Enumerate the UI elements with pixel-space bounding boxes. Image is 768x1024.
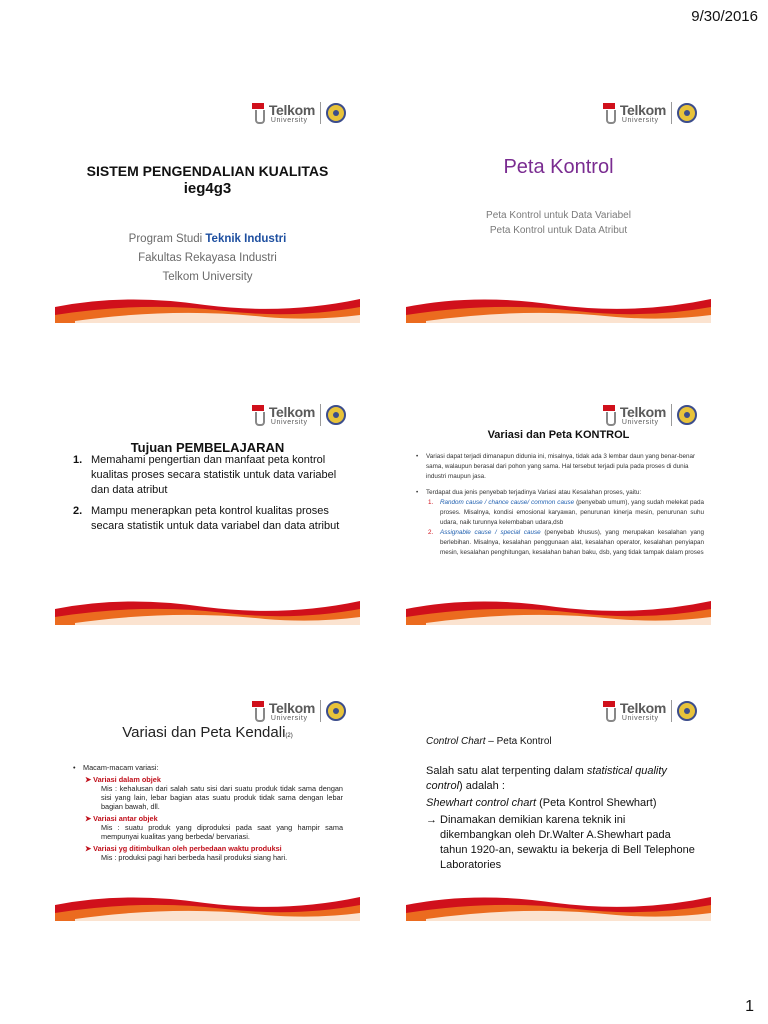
seal-icon [677, 405, 697, 425]
slide-6 [406, 686, 711, 921]
arrow-icon: → [426, 814, 437, 826]
slide-body: • Macam-macam variasi: ➤ Variasi dalam objek Mis : kehalusan dari salah satu sisi dari suatu produk tidak sama dengan sisi yang lain, lebar bagian atas suatu produk tidak sama dengan lebar bagian bawah, dll. ➤ Variasi antar objek Mis : suatu produk yang diproduksi pada saat yang hampir sama mempunyai kualitas yang berbeda/ bervariasi. ➤ Variasi yg ditimbulkan oleh perbedaan waktu produksi Mis : produksi pagi hari berbeda hasil produksi siang hari. [73, 763, 343, 862]
slide-4 [406, 390, 711, 625]
red-wave-decoration [406, 595, 711, 625]
telkom-logo: Telkom University [603, 102, 697, 124]
bullet-icon: • [416, 453, 419, 460]
variation-heading: ➤ Variasi yg ditimbulkan oleh perbedaan waktu produksi [85, 844, 282, 853]
variation-desc: Mis : kehalusan dari salah satu sisi dari suatu produk tidak sama dengan sisi yang lain, lebar bagian atas suatu produk tidak sama dengan lebar bagian bawah, dll. [101, 784, 343, 811]
seal-icon [326, 405, 346, 425]
telkom-mark-icon [603, 701, 615, 721]
telkom-logo [252, 102, 346, 124]
red-wave-decoration [55, 293, 360, 323]
logo-divider [320, 102, 321, 124]
telkom-mark-icon [252, 405, 264, 425]
telkom-logo: Telkom University [603, 404, 697, 426]
slide-5 [55, 686, 360, 921]
telkom-mark-icon [252, 701, 264, 721]
course-title: SISTEM PENGENDALIAN KUALITAS [86, 163, 329, 179]
slide-3 [55, 390, 360, 625]
cause-item: 2. Assignable cause / special cause (penyebab khusus), yang merupakan kesalahan yang berlebihan. Misalnya, kesalahan penggunaan alat, kesalahan operator, kesalahan penyiapan mesin, kesalahan penghitungan, kesalahan bahan baku, dsb, yang tidak tampak dalam proses [428, 529, 704, 556]
chevron-icon: ➤ [85, 775, 92, 784]
telkom-mark-icon [603, 103, 615, 123]
red-wave-decoration [55, 595, 360, 625]
cause-item: 1. Random cause / chance cause/ common cause (penyebab umum), yang sudah melekat pada proses. Misalnya, kondisi emosional karyawan, penurunan kinerja mesin, penurunan suhu udara, naik turunnya kelembaban udara,dsb [428, 499, 704, 526]
variation-heading: ➤ Variasi antar objek [85, 814, 158, 823]
faculty-line: Fakultas Rekayasa Industri [138, 252, 277, 264]
slide-1 [55, 88, 360, 323]
slide-title: Tujuan PEMBELAJARAN [130, 440, 285, 455]
list-item: 1. Memahami pengertian dan manfaat peta kontrol kualitas proses secara statistik untuk data variabel dan data atribut [73, 454, 337, 496]
slide-body: • Variasi dapat terjadi dimanapun didunia ini, misalnya, tidak ada 3 lembar daun yang benar-benar sama, walaupun berasal dari pohon yang sama. Hal tersebut terjadi pula pada proses di dunia industri maupun jasa. • Terdapat dua jenis penyebab terjadinya Variasi atau Kesalahan proses, yaitu: 1. Random cause / chance cause/ common cause (penyebab umum), yang sudah melekat pada proses. Misalnya, kondisi emosional karyawan, penurunan kinerja mesin, penurunan suhu udara, naik turunnya kelembaban udara,dsb 2. Assignable cause / special cause (penyebab khusus), yang merupakan kesalahan yang berlebihan. Misalnya, kesalahan penggunaan alat, kesalahan operator, kesalahan penyiapan mesin, kesalahan penghitungan, kesalahan bahan baku, dsb, yang tidak tampak dalam proses [416, 453, 704, 556]
course-code: ieg4g3 [183, 180, 232, 197]
variation-heading: ➤ Variasi dalam objek [85, 775, 161, 784]
variation-desc: Mis : suatu produk yang diproduksi pada saat yang hampir sama mempunyai kualitas yang berbeda/ bervariasi. [101, 823, 343, 841]
logo-name: Telkom [268, 101, 315, 118]
telkom-mark-icon [252, 103, 264, 123]
program-name: Teknik Industri [205, 233, 287, 245]
list-item: 2. Mampu menerapkan peta kontrol kualitas proses secara statistik untuk data variabel dan data atribut [73, 505, 340, 532]
program-line: Program Studi Teknik Industri [128, 233, 287, 245]
chevron-icon: ➤ [85, 814, 92, 823]
bullet-icon: • [416, 489, 419, 496]
slide-2 [406, 88, 711, 323]
telkom-logo: Telkom University [603, 700, 697, 722]
slide-body: Salah satu alat terpenting dalam statistical quality control) adalah : Shewhart control chart (Peta Kontrol Shewhart) → Dinamakan demikian karena teknik ini dikembangkan oleh Dr.Walter A.Shewhart pada tahun 1920-an, sewaktu ia bekerja di Bell Telephone Laboratories [426, 765, 695, 871]
slide-title: Control Chart – Peta Kontrol [426, 736, 552, 747]
telkom-logo: Telkom University [252, 404, 346, 426]
red-wave-decoration [406, 293, 711, 323]
page-date: 9/30/2016 [691, 8, 758, 25]
slide-title: Variasi dan Peta Kendali(2) [122, 724, 293, 741]
red-wave-decoration [55, 891, 360, 921]
logo-sub: University [270, 116, 308, 124]
slide-title: Peta Kontrol [503, 156, 614, 178]
seal-icon [677, 103, 697, 123]
slide-title: Variasi dan Peta KONTROL [487, 429, 630, 441]
university-line: Telkom University [162, 271, 253, 283]
bullet-icon: • [73, 763, 76, 772]
telkom-mark-icon [603, 405, 615, 425]
telkom-logo: Telkom University [252, 700, 346, 722]
topic-item: Peta Kontrol untuk Data Variabel [486, 210, 631, 221]
red-wave-decoration [406, 891, 711, 921]
seal-icon [326, 701, 346, 721]
seal-icon [677, 701, 697, 721]
page-number: 1 [745, 998, 754, 1015]
seal-icon [326, 103, 346, 123]
chevron-icon: ➤ [85, 844, 92, 853]
topic-item: Peta Kontrol untuk Data Atribut [489, 225, 628, 236]
variation-desc: Mis : produksi pagi hari berbeda hasil produksi siang hari. [101, 853, 288, 862]
objectives-list [73, 453, 343, 540]
